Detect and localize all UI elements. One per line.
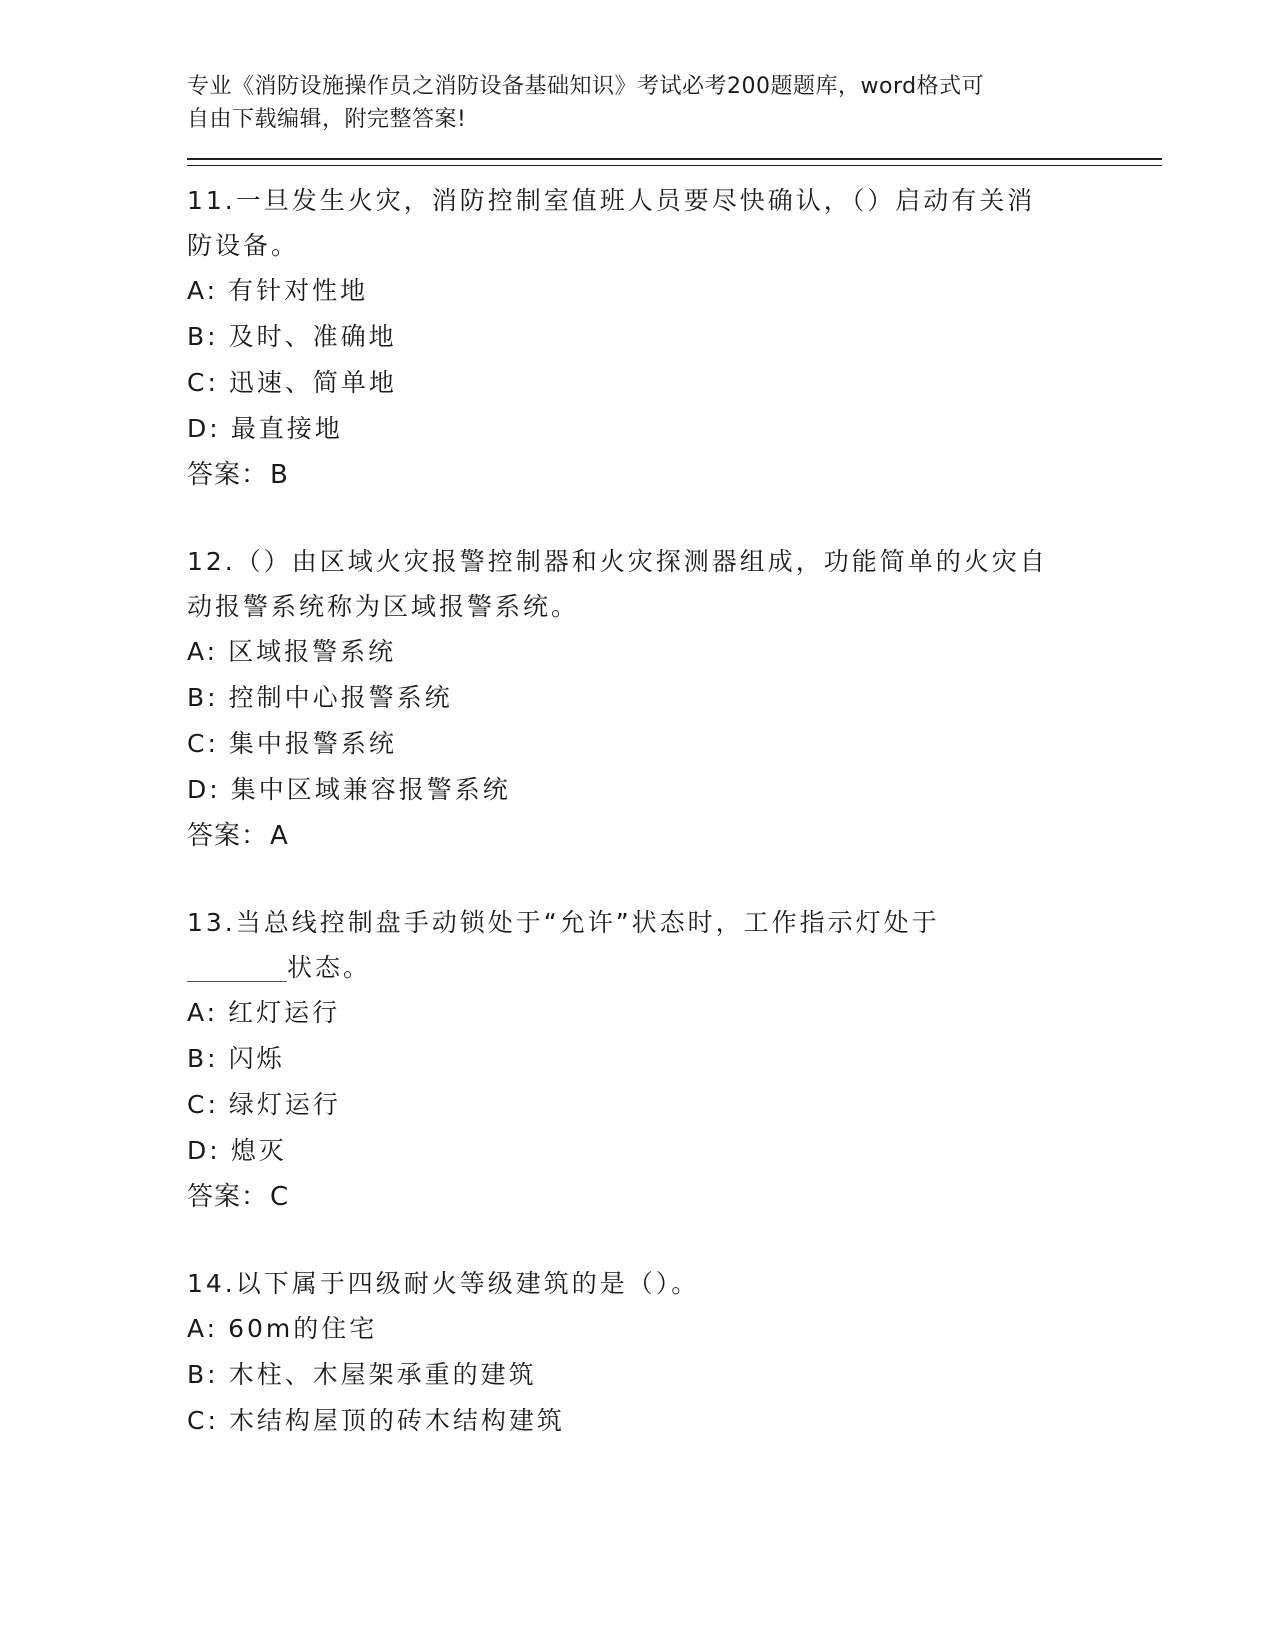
option-a [187,1306,1162,1352]
option-label: A: [187,998,219,1027]
option-label: C: [187,729,219,758]
option-label: B: [187,322,219,351]
option-text: 及时、准确地 [228,322,397,351]
question-stem-line-1: 13.当总线控制盘手动锁处于“允许”状态时，工作指示灯处于 [187,908,940,937]
option-c [187,1082,1162,1128]
option-d [187,1128,1162,1174]
option-text: 最直接地 [230,414,343,443]
question-12 [187,539,1162,859]
header-line-1: 专业《消防设施操作员之消防设备基础知识》考试必考200题题库，word格式可 [187,74,985,99]
header-divider [187,158,1162,166]
option-label: B: [187,1360,219,1389]
answer-line [187,813,1162,859]
option-label: C: [187,1406,219,1435]
option-text: 区域报警系统 [228,637,397,666]
question-stem-line-1: 14.以下属于四级耐火等级建筑的是（）。 [187,1269,700,1298]
option-b [187,675,1162,721]
option-text: 控制中心报警系统 [228,683,453,712]
document-header [187,70,1067,136]
option-text: 熄灭 [230,1136,287,1165]
option-label: C: [187,1090,219,1119]
question-stem-line-2: 防设备。 [187,231,300,260]
answer-label: 答案： [187,460,269,490]
option-label: A: [187,1314,219,1343]
option-d [187,767,1162,813]
option-text: 集中区域兼容报警系统 [230,775,511,804]
answer-value: B [270,460,289,490]
option-c [187,1398,1162,1444]
question-stem [187,900,1067,990]
option-text: 闪烁 [228,1044,285,1073]
answer-line [187,452,1162,498]
option-label: A: [187,276,219,305]
answer-line [187,1174,1162,1220]
answer-label: 答案： [187,1182,269,1212]
option-text: 绿灯运行 [228,1090,341,1119]
option-text: 木结构屋顶的砖木结构建筑 [228,1406,565,1435]
option-label: B: [187,1044,219,1073]
header-line-2: 自由下载编辑，附完整答案! [187,107,467,132]
option-d [187,406,1162,452]
option-text: 迅速、简单地 [228,368,397,397]
option-a [187,629,1162,675]
answer-label: 答案： [187,821,269,851]
question-stem-line-1: 12.（）由区域火灾报警控制器和火灾探测器组成，功能简单的火灾自 [187,547,1048,576]
question-stem [187,539,1067,629]
option-text: 木柱、木屋架承重的建筑 [228,1360,537,1389]
question-stem-line-2 [187,945,1067,990]
answer-value: A [270,821,289,851]
option-b [187,1352,1162,1398]
option-a [187,268,1162,314]
question-stem-line-1: 11.一旦发生火灾，消防控制室值班人员要尽快确认，（）启动有关消 [187,186,1036,215]
fill-in-blank [187,949,287,982]
option-label: B: [187,683,219,712]
option-label: C: [187,368,219,397]
question-stem [187,178,1067,268]
option-label: A: [187,637,219,666]
question-stem-line-2-text: 状态。 [287,953,372,982]
option-c [187,360,1162,406]
question-stem-line-2: 动报警系统称为区域报警系统。 [187,592,580,621]
option-label: D: [187,1136,221,1165]
option-text: 红灯运行 [228,998,341,1027]
option-label: D: [187,414,221,443]
question-stem [187,1261,1067,1306]
option-a [187,990,1162,1036]
option-b [187,314,1162,360]
option-text: 有针对性地 [228,276,369,305]
option-c [187,721,1162,767]
answer-value: C [270,1182,290,1212]
question-13 [187,900,1162,1220]
question-14 [187,1261,1162,1444]
option-text: 集中报警系统 [228,729,397,758]
option-b [187,1036,1162,1082]
document-page [187,70,1162,1444]
option-text: 60m的住宅 [228,1314,378,1343]
question-11 [187,178,1162,498]
option-label: D: [187,775,221,804]
